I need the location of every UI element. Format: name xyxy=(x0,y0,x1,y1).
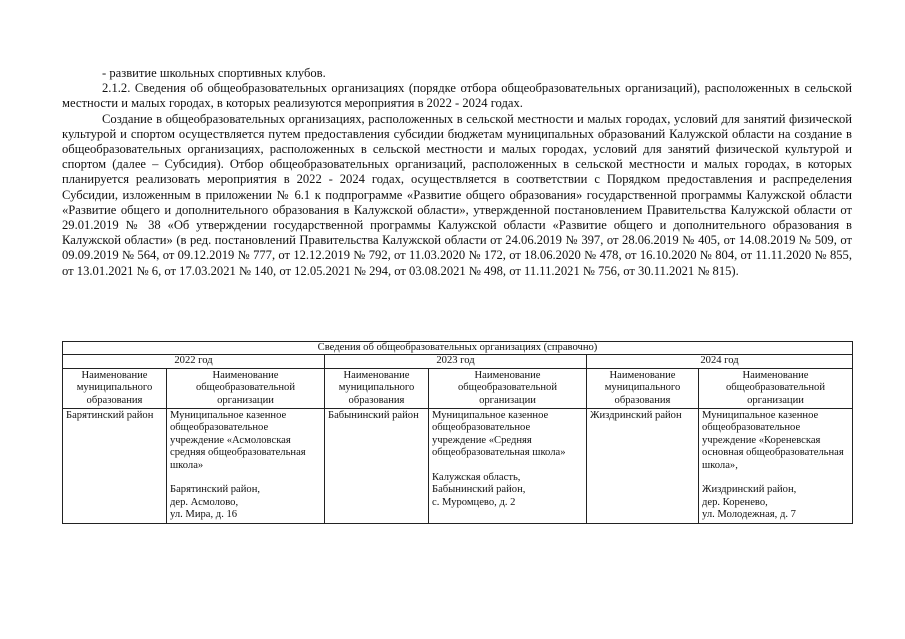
col-municipality-2024: Наименование муниципального образования xyxy=(587,368,699,408)
paragraph-subsidy: Создание в общеобразовательных организациях, расположенных в сельской местности и малых городах, условий для занятий физической культурой и спортом осуществляется путем предоставления субсидии бюджетам муниципальных образований Калужской области на создание в общеобразовательных организациях, расположенных в сельской местности и малых городах, условий для занятий физической культурой и спортом (далее – Субсидия). Отбор общеобразовательных организаций, расположенных в сельской местности и малых городах, в которых планируется реализовать мероприятия в 2022 - 2024 годах, осуществляется в соответствии с Порядком предоставления и распределения Субсидии, изложенным в приложении № 6.1 к подпрограмме «Развитие общего образования» государственной программы Калужской области «Развитие общего и дополнительного образования в Калужской области», утвержденной постановлением Правительства Калужской области от 29.01.2019 № 38 «Об утверждении государственной программы Калужской области «Развитие общего и дополнительного образования в Калужской области» (в ред. постановлений Правительства Калужской области от 24.06.2019 № 397, от 28.06.2019 № 405, от 14.08.2019 № 509, от 09.09.2019 № 564, от 09.12.2019 № 777, от 12.12.2019 № 792, от 11.03.2020 № 172, от 18.06.2020 № 478, от 16.10.2020 № 804, от 11.11.2020 № 855, от 13.01.2021 № 6, от 17.03.2021 № 140, от 12.05.2021 № 294, от 03.08.2021 № 498, от 11.11.2021 № 756, от 30.11.2021 № 815). xyxy=(62,111,852,278)
col-organization-2022: Наименование общеобразовательной организации xyxy=(167,368,325,408)
year-2024-header: 2024 год xyxy=(587,355,853,368)
year-2023-header: 2023 год xyxy=(325,355,587,368)
organizations-table xyxy=(62,341,853,524)
year-2022-header: 2022 год xyxy=(63,355,325,368)
table-row xyxy=(63,409,853,524)
municipality-2022: Барятинский район xyxy=(63,409,167,524)
col-municipality-2023: Наименование муниципального образования xyxy=(325,368,429,408)
organization-2023: Муниципальное казенное общеобразовательное учреждение «Средняя общеобразовательная школа» Калужская область, Бабынинский район, с. Муромцево, д. 2 xyxy=(429,409,587,524)
col-organization-2024: Наименование общеобразовательной организации xyxy=(699,368,853,408)
municipality-2023: Бабынинский район xyxy=(325,409,429,524)
organization-2024: Муниципальное казенное общеобразовательное учреждение «Кореневская основная общеобразовательная школа», Жиздринский район, дер. Коренево, ул. Молодежная, д. 7 xyxy=(699,409,853,524)
col-organization-2023: Наименование общеобразовательной организации xyxy=(429,368,587,408)
col-municipality-2022: Наименование муниципального образования xyxy=(63,368,167,408)
table-caption: Сведения об общеобразовательных организациях (справочно) xyxy=(63,342,853,355)
body-text xyxy=(62,66,852,279)
paragraph-sport-clubs: - развитие школьных спортивных клубов. xyxy=(102,66,326,80)
organization-2022: Муниципальное казенное общеобразовательное учреждение «Асмоловская средняя общеобразовательная школа» Барятинский район, дер. Асмолово, ул. Мира, д. 16 xyxy=(167,409,325,524)
paragraph-section-2-1-2: 2.1.2. Сведения об общеобразовательных организациях (порядке отбора общеобразовательных организаций), расположенных в сельской местности и малых городах, в которых реализуются мероприятия в 2022 - 2024 годах. xyxy=(62,81,852,111)
municipality-2024: Жиздринский район xyxy=(587,409,699,524)
